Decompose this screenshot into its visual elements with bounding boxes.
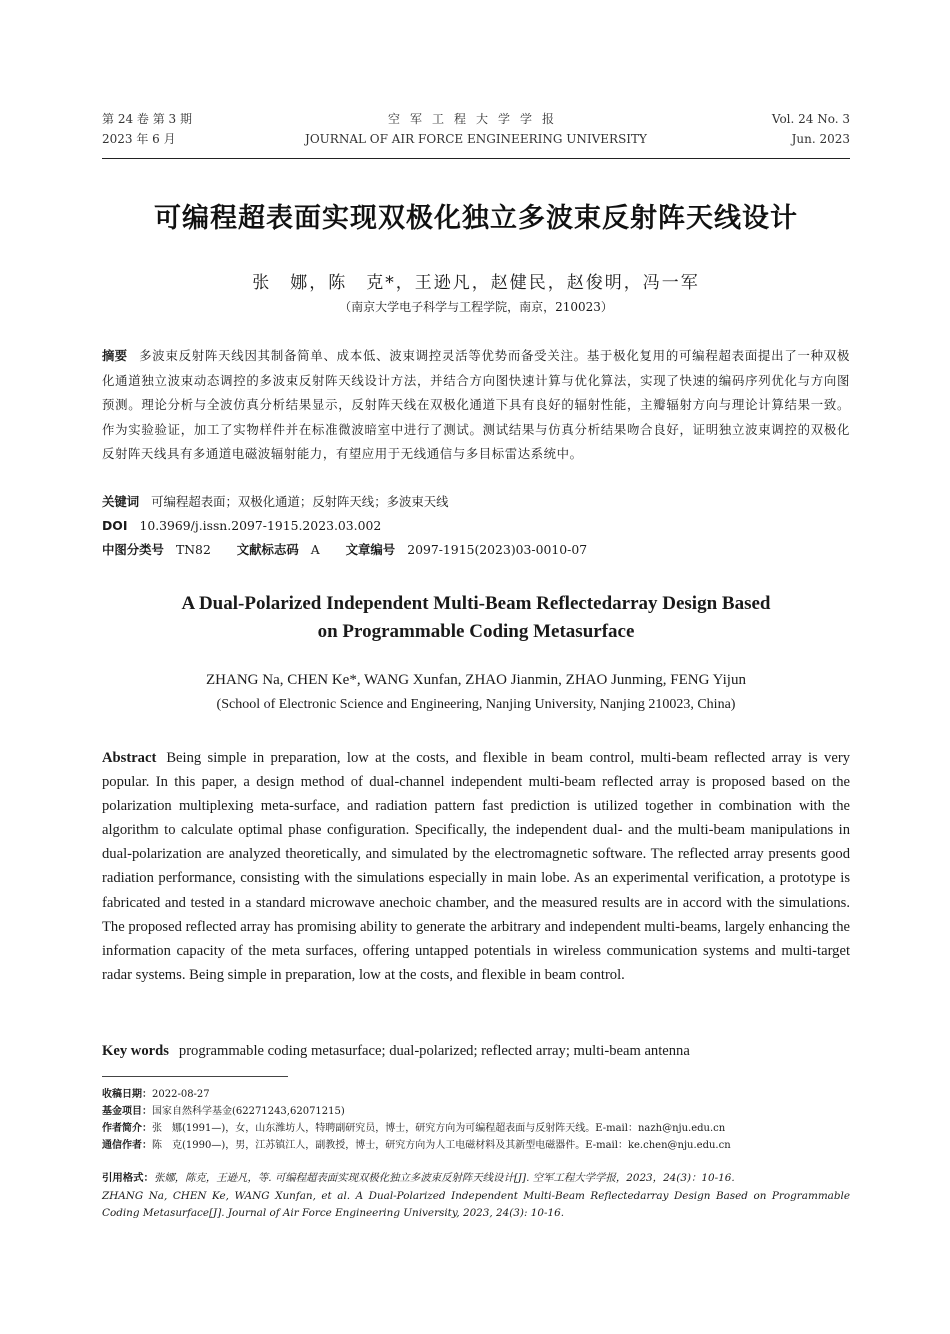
received-value: 2022-08-27 <box>152 1089 210 1100</box>
corresp-label: 通信作者： <box>102 1140 152 1151</box>
footnote-fund <box>102 1103 850 1120</box>
journal-name-en: JOURNAL OF AIR FORCE ENGINEERING UNIVERSITY <box>305 132 647 146</box>
header-rule <box>102 158 850 159</box>
citation-label: 引用格式： <box>102 1172 154 1184</box>
keywords-cn-label: 关键词 <box>102 494 140 509</box>
abstract-cn-label: 摘要 <box>102 348 128 363</box>
authors-en: ZHANG Na, CHEN Ke*, WANG Xunfan, ZHAO Jianmin, ZHAO Junming, FENG Yijun <box>206 672 746 688</box>
paper-title-en <box>102 590 850 646</box>
received-label: 收稿日期： <box>102 1089 152 1100</box>
clc-value: TN82 <box>175 542 211 557</box>
authors-cn: 张 娜，陈 克*，王逊凡，赵健民，赵俊明，冯一军 <box>252 273 700 293</box>
keywords-en <box>102 1039 850 1063</box>
footnote-received <box>102 1086 850 1103</box>
footnote-rule <box>102 1076 288 1077</box>
paper-title-en-line2: on Programmable Coding Metasurface <box>317 621 635 642</box>
classification-line <box>102 538 850 562</box>
doi-label: DOI <box>102 518 128 533</box>
paper-title-cn: 可编程超表面实现双极化独立多波束反射阵天线设计 <box>154 203 798 234</box>
corresp-value: 陈 克(1990—)，男，江苏镇江人，副教授，博士，研究方向为人工电磁材料及其新型电磁器件。E-mail：ke.chen@nju.edu.cn <box>152 1140 731 1151</box>
doc-code-value: A <box>310 542 320 557</box>
doi-line <box>102 514 850 538</box>
doc-code-label: 文献标志码 <box>236 542 299 557</box>
abstract-en-label: Abstract <box>102 750 157 766</box>
footnote-author <box>102 1120 850 1137</box>
article-no-value: 2097-1915(2023)03-0010-07 <box>407 542 588 557</box>
fund-label: 基金项目： <box>102 1106 152 1117</box>
citation-block <box>102 1170 850 1223</box>
footnote-corresponding <box>102 1137 850 1154</box>
abstract-en <box>102 746 850 987</box>
keywords-cn-text: 可编程超表面；双极化通道；反射阵天线；多波束天线 <box>151 494 449 509</box>
paper-title-en-line1: A Dual-Polarized Independent Multi-Beam Reflectedarray Design Based <box>181 593 771 614</box>
abstract-cn-text: 多波束反射阵天线因其制备简单、成本低、波束调控灵活等优势而备受关注。基于极化复用的可编程超表面提出了一种双极化通道独立波束动态调控的多波束反射阵天线设计方法，并结合方向图快速计算与优化算法，实现了快速的编码序列优化与方向图预测。理论分析与全波仿真分析结果显示，反射阵天线在双极化通道下具有良好的辐射性能，主瓣辐射方向与理论计算结果一致。作为实验验证，加工了实物样件并在标准微波暗室中进行了测试。测试结果与仿真分析结果吻合良好，证明独立波束调控的双极化反射阵天线具有多通道电磁波辐射能力，有望应用于无线通信与多目标雷达系统中。 <box>102 348 850 461</box>
affiliation-en: (School of Electronic Science and Engineering, Nanjing University, Nanjing 210023, China) <box>216 697 736 712</box>
keywords-cn <box>102 490 850 514</box>
author-label: 作者简介： <box>102 1123 152 1134</box>
fund-value: 国家自然科学基金(62271243,62071215) <box>152 1106 345 1117</box>
affiliation-cn: （南京大学电子科学与工程学院，南京，210023） <box>339 300 613 314</box>
abstract-en-text: Being simple in preparation, low at the costs, and flexible in beam control, multi-beam reflected array is very popular. In this paper, a design method of dual-channel independent multi-beam reflected array is proposed based on the polarization multiplexing meta-surface, and radiation pattern fast prediction is utilized together in combination with the algorithm to calculate optimal phase configuration. Specifically, the independent dual- and the multi-beam manipulations in dual-polarization are analyzed theoretically, and simulated by the electromagnetic software. The reflected array presents good radiation performance, consisting with the simulations especially in main lobe. As an experimental verification, a prototype is fabricated and tested in a standard microwave anechoic chamber, and the measured results are in accord with the simulations. The proposed reflected array has promising ability to generate the arbitrary and independent multi-beams, largely enhancing the information capacity of the meta surfaces, offering untapped potentials in wireless communication systems and multi-target radar systems. Being simple in preparation, low at the costs, and flexible in beam control. <box>102 750 850 983</box>
volume-issue-en: Vol. 24 No. 3 <box>771 112 850 126</box>
article-no-label: 文章编号 <box>345 542 396 557</box>
citation-en: ZHANG Na, CHEN Ke, WANG Xunfan, et al. A Dual-Polarized Independent Multi-Beam Reflectedarray Design Based on Programmable Coding Metasurface[J]. Journal of Air Force Engineering University, 2023, 24(3): 10-16. <box>102 1189 850 1219</box>
journal-name-cn: 空军工程大学学报 <box>387 112 564 126</box>
publication-date: 2023 年 6 月 <box>102 132 176 146</box>
keywords-en-label: Key words <box>102 1043 169 1059</box>
author-value: 张 娜(1991—)，女，山东潍坊人，特聘副研究员，博士，研究方向为可编程超表面与反射阵天线。E-mail：nazh@nju.edu.cn <box>152 1123 726 1134</box>
clc-label: 中图分类号 <box>102 542 164 557</box>
volume-issue: 第 24 卷 第 3 期 <box>102 112 192 126</box>
doi-value[interactable]: 10.3969/j.issn.2097-1915.2023.03.002 <box>139 518 382 533</box>
abstract-cn <box>102 344 850 467</box>
keywords-en-text: programmable coding metasurface; dual-polarized; reflected array; multi-beam antenna <box>178 1043 690 1059</box>
citation-cn: 张娜，陈克，王逊凡，等. 可编程超表面实现双极化独立多波束反射阵天线设计[J]. 空军工程大学学报，2023，24(3)：10-16. <box>153 1172 735 1184</box>
publication-date-en: Jun. 2023 <box>791 132 850 146</box>
